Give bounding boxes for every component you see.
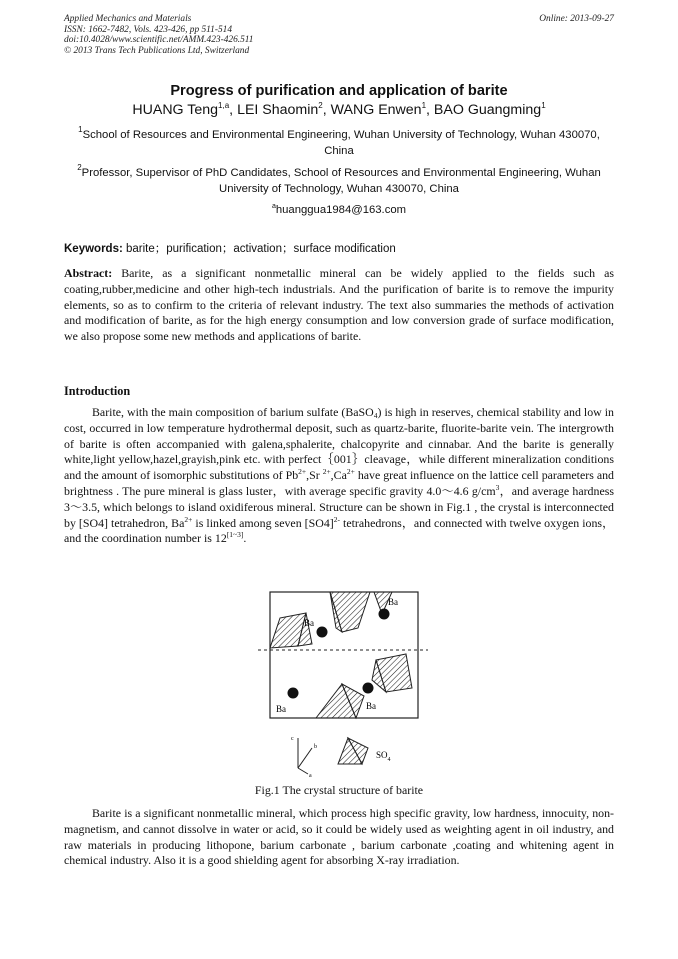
author-sup: 1,a — [218, 101, 230, 110]
axis-triad — [291, 736, 317, 778]
keywords — [64, 240, 624, 256]
ba-label: Ba — [366, 701, 376, 711]
intro-subscript: 4 — [373, 411, 378, 420]
figure-caption: Fig.1 The crystal structure of barite — [254, 783, 424, 797]
ba-label: Ba — [276, 704, 286, 714]
intro-superscript: 2+ — [298, 467, 307, 477]
abstract — [64, 266, 614, 345]
citation-superscript: [1~3] — [226, 530, 244, 540]
intro-text: . — [243, 531, 247, 546]
so4-tetrahedron — [316, 684, 364, 718]
abstract-label: Abstract: — [64, 266, 113, 280]
journal-header — [64, 14, 253, 56]
intro-text: is linked among seven [SO4] — [192, 515, 334, 530]
so4-tetrahedron — [372, 654, 412, 692]
intro-text: have great influence on the lattice cell parameters and brightness . The pure mineral is glass luster，with average specific gravity 4.0～4.6 g/cm — [64, 468, 614, 498]
so4-legend-label: $SO_4$ — [376, 750, 391, 763]
ba-label: Ba — [388, 597, 398, 607]
intro-superscript: 2+ — [322, 467, 331, 477]
intro-superscript: 2+ — [346, 467, 355, 477]
ba-ion — [288, 688, 299, 699]
author-sup: 2 — [318, 101, 323, 110]
author-name: LEI Shaomin — [237, 102, 319, 118]
keywords-text: barite；purification；activation；surface modification — [126, 243, 396, 255]
section-heading-introduction: Introduction — [64, 384, 131, 398]
affiliation-text: School of Resources and Environmental Engineering, Wuhan University of Technology, Wuhan 430070, China — [82, 129, 600, 157]
author-sup: 1 — [421, 101, 427, 110]
paper-title: Progress of purification and application of barite — [170, 83, 508, 99]
axis-b-label: b — [314, 744, 317, 750]
affiliation-sup: 2 — [77, 163, 82, 172]
intro-text: tetrahedrons，and connected with twelve oxygen ions，and the coordination number is 12 — [64, 515, 615, 546]
introduction-paragraph-1 — [64, 405, 614, 547]
author-name: BAO Guangming — [433, 102, 542, 118]
affiliation-sup: 1 — [78, 125, 83, 134]
online-date: Online: 2013-09-27 — [539, 14, 614, 24]
ba-ion — [317, 627, 328, 638]
axis-c-label: c — [291, 736, 294, 742]
so4-tetrahedron — [330, 592, 370, 632]
introduction-paragraph-2: Barite is a significant nonmetallic mineral, which process high specific gravity, low hardness, innocuity, non-magnetism, and cannot dissolve in water or acid, so it could be widely used as weighting agent in oil industry, and raw materials in producing lithopone, barium carbonate , barium carbonate ,coating and whitening agent in chemical industry. Also it is a good shielding agent for absorbing X-ray irradiation. — [64, 806, 614, 868]
crystal-structure-diagram — [258, 588, 428, 778]
intro-superscript: 3 — [495, 482, 500, 492]
abstract-text: Barite, as a significant nonmetallic mineral can be widely applied to the fields such as coating,rubber,medicine and other high-tech industrials. And the purification of barite is to remove the impurity elements, so as to confirm to the criteria of relevant industry. The text also summaries the methods of activation and modification of barite, as for the high energy consumption and low conversion grade of surface modification, we also propose some new methods and applications of barite. — [64, 266, 614, 344]
intro-text: ,Ca — [330, 468, 347, 483]
intro-text: ) is high in reserves, chemical stability and low in cost, occurred in low temperature hydrothermal deposit, such as quartz-barite, fluorite-barite vein. The intergrowth of barite is often accompanied with galena,sphalerite, chalcopyrite and cinnabar. And the barite is generally white,light yellow,hazel,grayish,pink etc. with perfect｛001｝cleavage，while different mineralization conditions and the amount of isomorphic substitutions of Pb — [64, 405, 614, 483]
author-list: HUANG Teng$^{1,a}$, LEI Shaomin$^2$, WANG Enwen$^1$, BAO Guangming$^1$ — [132, 101, 546, 118]
author-name: HUANG Teng — [132, 102, 219, 118]
intro-text: ，and average hardness 3～3.5, which belongs to island oxidiferous mineral. Structure can be shown in Fig.1 , the crystal is interconnected by [SO4] tetrahedron, Ba — [64, 483, 614, 530]
author-name: WANG Enwen — [330, 102, 422, 118]
ba-ion — [363, 683, 374, 694]
affiliation-text: Professor, Supervisor of PhD Candidates, School of Resources and Environmental Engineering, Wuhan University of Technology, Wuhan 430070, China — [81, 167, 601, 195]
intro-text: Barite, with the main composition of barium sulfate (BaSO — [92, 405, 374, 419]
issn-line: ISSN: 1662-7482, Vols. 423-426, pp 511-514 — [64, 24, 233, 35]
copyright-line: © 2013 Trans Tech Publications Ltd, Switzerland — [64, 45, 250, 56]
email-sup: a — [271, 203, 276, 210]
crystal-structure-figure — [258, 588, 428, 778]
axis-a-label: a — [309, 773, 312, 778]
ba-label: Ba — [304, 618, 314, 628]
keywords-label: Keywords: — [64, 243, 123, 255]
affiliation-2 — [64, 163, 614, 197]
contact-email[interactable] — [0, 204, 678, 216]
ba-ion — [379, 609, 390, 620]
intro-superscript: 2+ — [184, 514, 193, 524]
email-text[interactable]: huanggua1984@163.com — [275, 204, 407, 216]
affiliation-1 — [64, 125, 614, 159]
doi-line: doi:10.4028/www.scientific.net/AMM.423-426.511 — [64, 35, 254, 46]
intro-superscript: 2- — [333, 514, 340, 524]
author-sup: 1 — [541, 101, 546, 110]
intro-text: ,Sr — [306, 468, 323, 483]
journal-name: Applied Mechanics and Materials — [64, 14, 192, 24]
so4-legend — [338, 738, 391, 764]
